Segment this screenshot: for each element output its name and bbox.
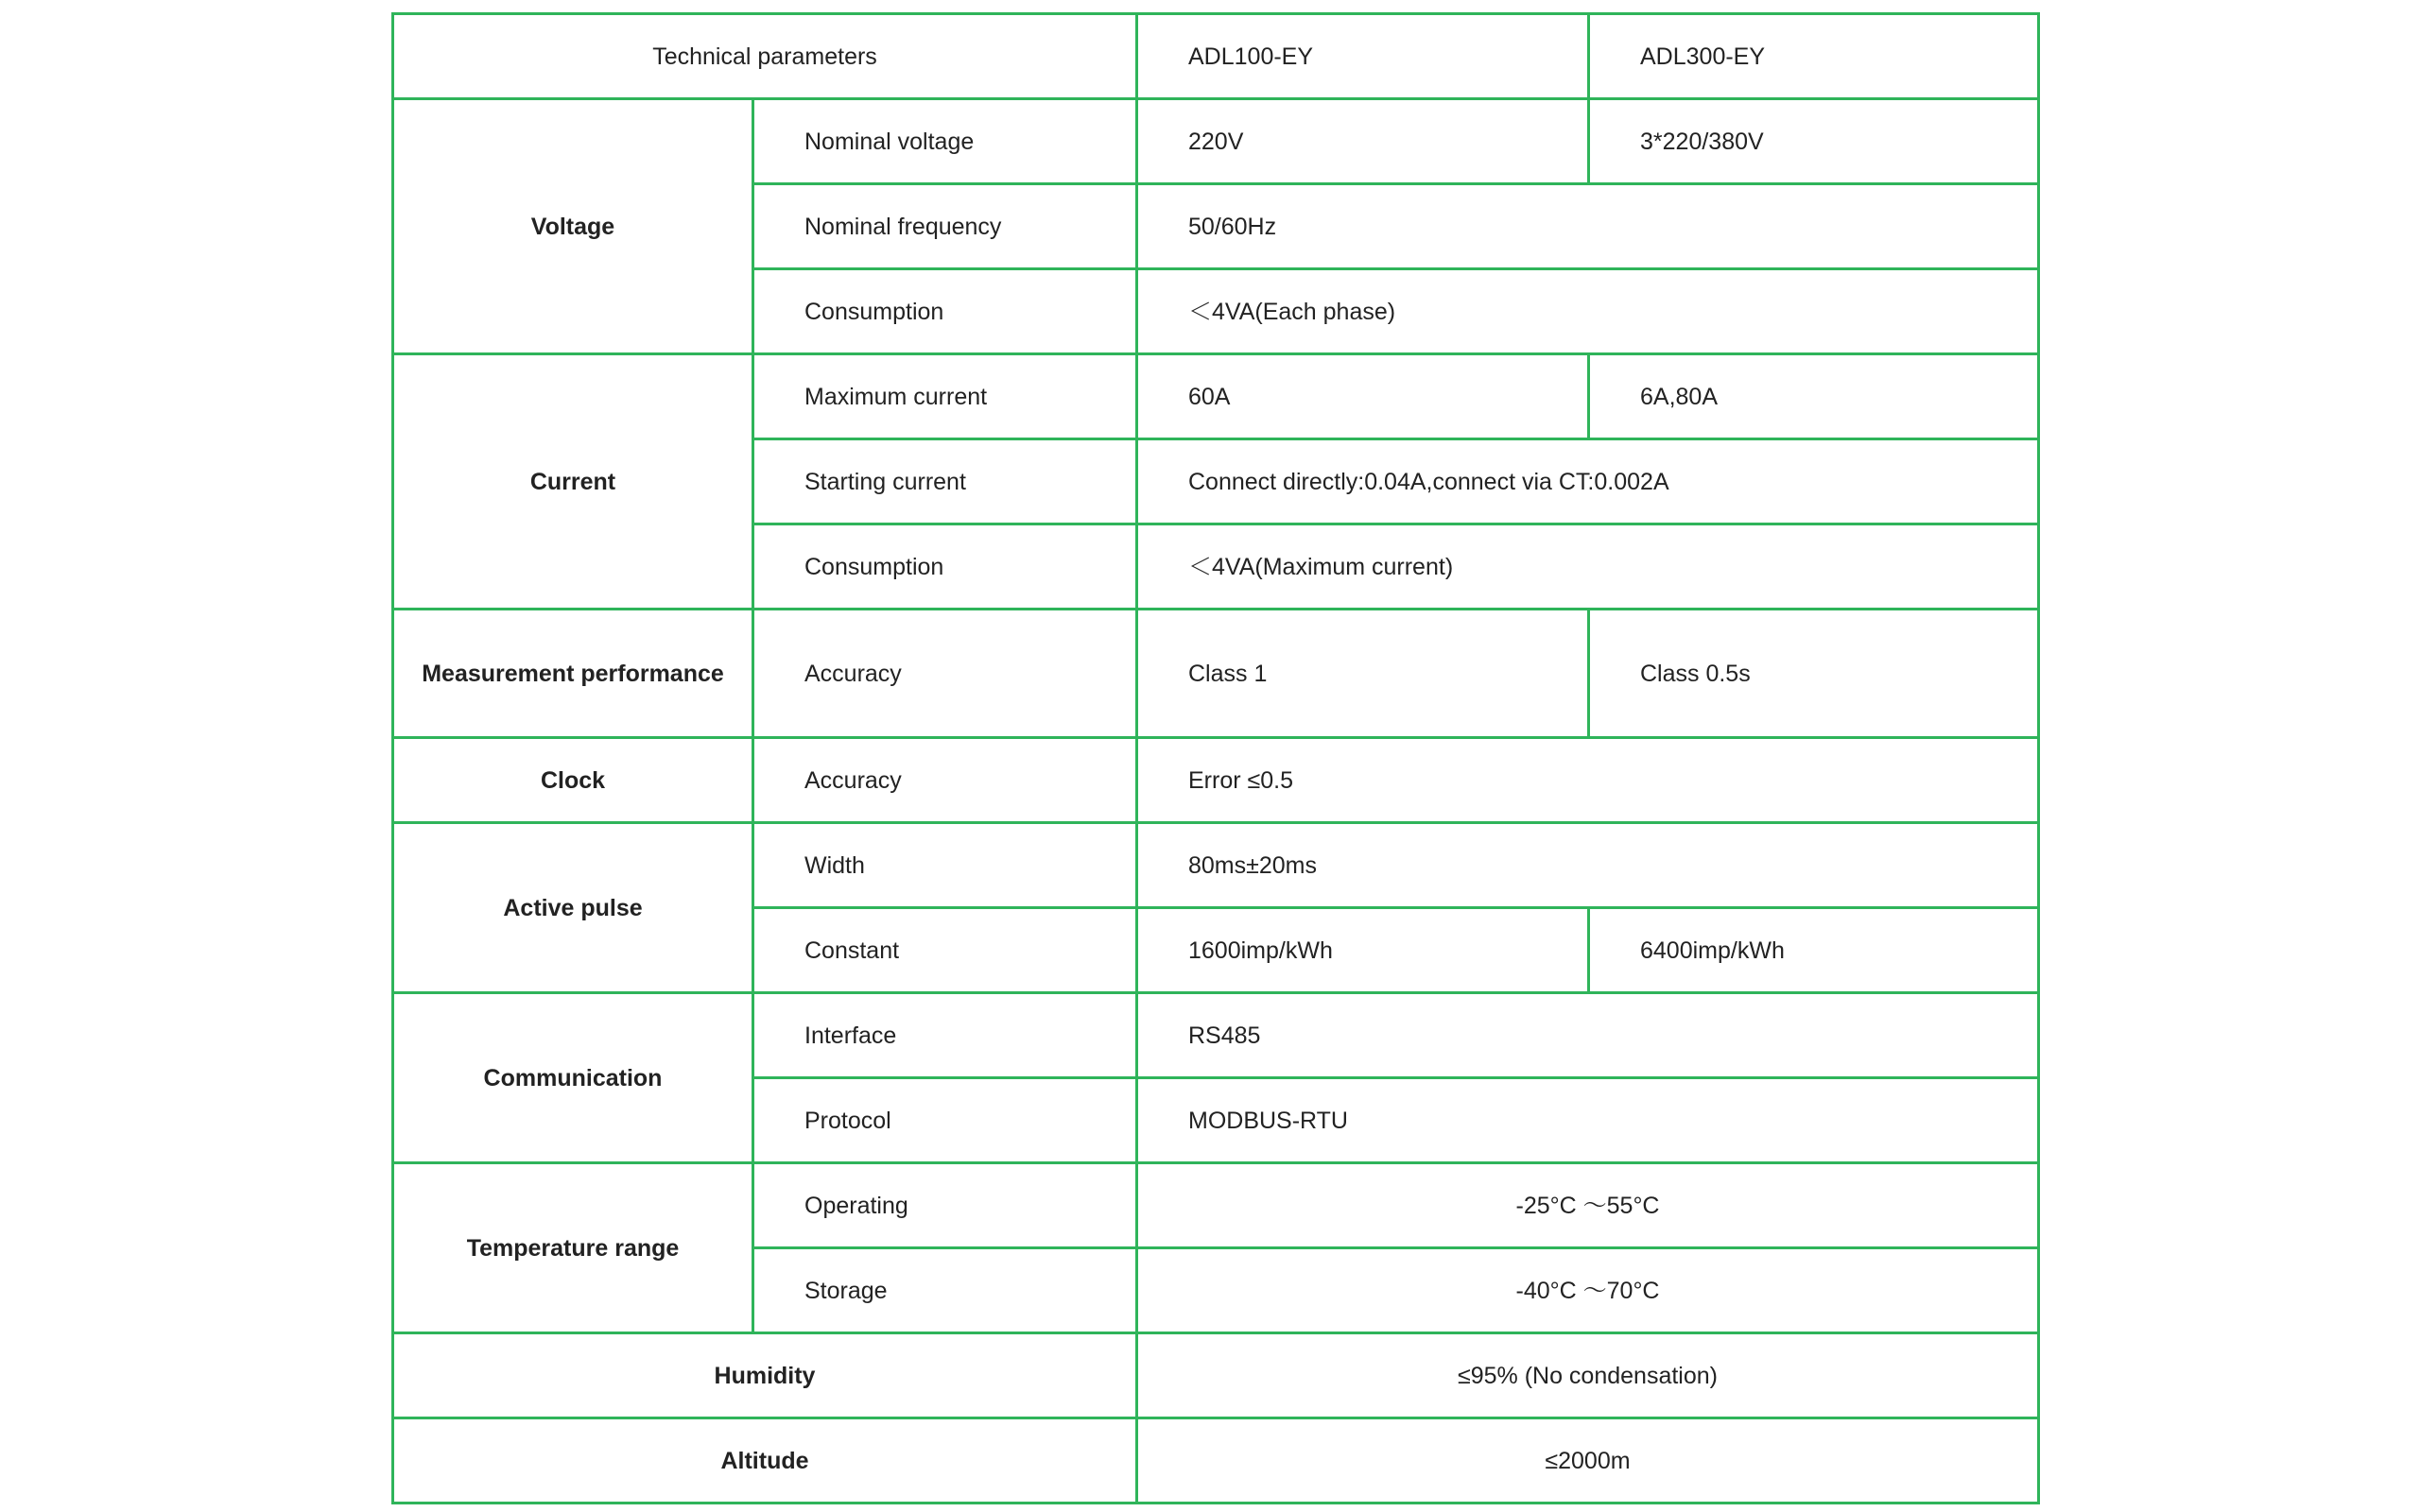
param-label: Maximum current [753, 354, 1137, 439]
value-shared: MODBUS-RTU [1137, 1078, 2039, 1163]
header-model-a: ADL100-EY [1137, 14, 1589, 99]
table-row [393, 993, 2039, 1078]
param-label: Constant [753, 908, 1137, 993]
param-label: Accuracy [753, 738, 1137, 823]
value-model-a: 1600imp/kWh [1137, 908, 1589, 993]
value-shared: Connect directly:0.04A,connect via CT:0.002A [1137, 439, 2039, 524]
table-row [393, 1418, 2039, 1503]
param-label: Width [753, 823, 1137, 908]
value-shared: ＜4VA(Each phase) [1137, 269, 2039, 354]
param-label: Nominal voltage [753, 99, 1137, 184]
value-shared: ≤2000m [1137, 1418, 2039, 1503]
group-humidity: Humidity [393, 1333, 1137, 1418]
value-model-a: Class 1 [1137, 610, 1589, 738]
param-label: Protocol [753, 1078, 1137, 1163]
value-model-b: 6A,80A [1589, 354, 2039, 439]
technical-parameters-table [391, 12, 2040, 1504]
group-temperature-range: Temperature range [393, 1163, 753, 1333]
value-shared: -40°C ～70°C [1137, 1248, 2039, 1333]
value-shared: ＜4VA(Maximum current) [1137, 524, 2039, 610]
group-active-pulse: Active pulse [393, 823, 753, 993]
value-model-b: 3*220/380V [1589, 99, 2039, 184]
param-label: Storage [753, 1248, 1137, 1333]
param-label: Consumption [753, 269, 1137, 354]
table-row [393, 823, 2039, 908]
value-shared: RS485 [1137, 993, 2039, 1078]
table-row [393, 99, 2039, 184]
table-row [393, 738, 2039, 823]
value-model-b: 6400imp/kWh [1589, 908, 2039, 993]
value-shared: -25°C ～55°C [1137, 1163, 2039, 1248]
group-voltage: Voltage [393, 99, 753, 354]
param-label: Starting current [753, 439, 1137, 524]
group-measurement-performance: Measurement performance [393, 610, 753, 738]
header-label: Technical parameters [393, 14, 1137, 99]
group-communication: Communication [393, 993, 753, 1163]
value-shared: 50/60Hz [1137, 184, 2039, 269]
table-row-header [393, 14, 2039, 99]
group-current: Current [393, 354, 753, 610]
param-label: Operating [753, 1163, 1137, 1248]
table-row [393, 1163, 2039, 1248]
value-model-b: Class 0.5s [1589, 610, 2039, 738]
param-label: Accuracy [753, 610, 1137, 738]
param-label: Nominal frequency [753, 184, 1137, 269]
table-row [393, 1333, 2039, 1418]
table-row [393, 354, 2039, 439]
value-model-a: 60A [1137, 354, 1589, 439]
value-shared: Error ≤0.5 [1137, 738, 2039, 823]
value-model-a: 220V [1137, 99, 1589, 184]
param-label: Consumption [753, 524, 1137, 610]
group-clock: Clock [393, 738, 753, 823]
value-shared: ≤95% (No condensation) [1137, 1333, 2039, 1418]
table-row [393, 610, 2039, 738]
value-shared: 80ms±20ms [1137, 823, 2039, 908]
header-model-b: ADL300-EY [1589, 14, 2039, 99]
group-altitude: Altitude [393, 1418, 1137, 1503]
param-label: Interface [753, 993, 1137, 1078]
